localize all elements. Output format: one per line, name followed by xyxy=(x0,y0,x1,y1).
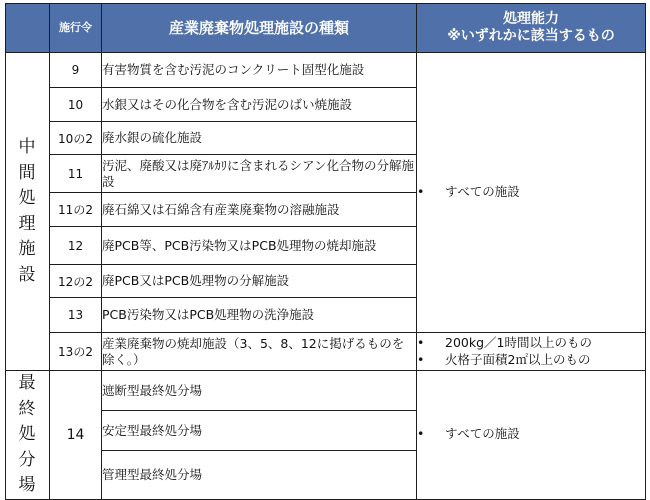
table-row xyxy=(6,333,646,371)
order-cell: 13の2 xyxy=(50,333,102,371)
bullet-icon: • xyxy=(417,351,425,367)
kind-cell: 管理型最終処分場 xyxy=(102,451,417,499)
header-capacity-line1: 処理能力 xyxy=(503,10,559,27)
capacity-all-final: • すべての施設 xyxy=(417,371,646,500)
kind-cell: 汚泥、廃酸又は廃ｱﾙｶﾘに含まれるシアン化合物の分解施設 xyxy=(102,155,417,193)
kind-cell: PCB汚染物又はPCB処理物の洗浄施設 xyxy=(102,298,417,333)
order-cell: 12の2 xyxy=(50,265,102,298)
order-cell: 11の2 xyxy=(50,193,102,227)
kind-cell: 廃PCB等、PCB汚染物又はPCB処理物の焼却施設 xyxy=(102,227,417,265)
kind-cell: 廃石綿又は石綿含有産業廃棄物の溶融施設 xyxy=(102,193,417,227)
kind-cell: 遮断型最終処分場 xyxy=(102,371,417,411)
category-intermediate: 中 間 処 理 施 設 xyxy=(6,53,50,371)
header-row xyxy=(6,4,646,53)
capacity-all-intermediate: • すべての施設 xyxy=(417,53,646,333)
order-cell: 11 xyxy=(50,155,102,193)
kind-cell: 水銀又はその化合物を含む汚泥のばい焼施設 xyxy=(102,88,417,122)
order-cell: 13 xyxy=(50,298,102,333)
order-cell: 10 xyxy=(50,88,102,122)
header-order: 施行令 xyxy=(50,4,102,53)
kind-cell: 廃水銀の硫化施設 xyxy=(102,122,417,155)
header-kind: 産業廃棄物処理施設の種類 xyxy=(102,4,417,53)
table-row xyxy=(6,53,646,88)
facility-table xyxy=(5,3,646,500)
header-capacity xyxy=(417,4,646,53)
category-final-disposal: 最 終 処 分 場 xyxy=(6,371,50,500)
capacity-incinerator: • 200kg／1時間以上のもの • 火格子面積2㎡以上のもの xyxy=(417,333,646,371)
header-capacity-line2: ※いずれかに該当するもの xyxy=(447,28,615,44)
order-cell: 9 xyxy=(50,53,102,88)
kind-cell: 安定型最終処分場 xyxy=(102,411,417,451)
order-cell: 10の2 xyxy=(50,122,102,155)
header-blank xyxy=(6,4,50,53)
bullet-icon: • xyxy=(417,334,425,350)
kind-cell: 産業廃棄物の焼却施設（3、5、8、12に掲げるものを除く。） xyxy=(102,333,417,371)
order-cell: 12 xyxy=(50,227,102,265)
table-row xyxy=(6,371,646,411)
bullet-icon: • xyxy=(417,184,425,200)
kind-cell: 廃PCB又はPCB処理物の分解施設 xyxy=(102,265,417,298)
kind-cell: 有害物質を含む汚泥のコンクリート固型化施設 xyxy=(102,53,417,88)
order-cell-final: 14 xyxy=(50,371,102,500)
bullet-icon: • xyxy=(417,426,425,442)
